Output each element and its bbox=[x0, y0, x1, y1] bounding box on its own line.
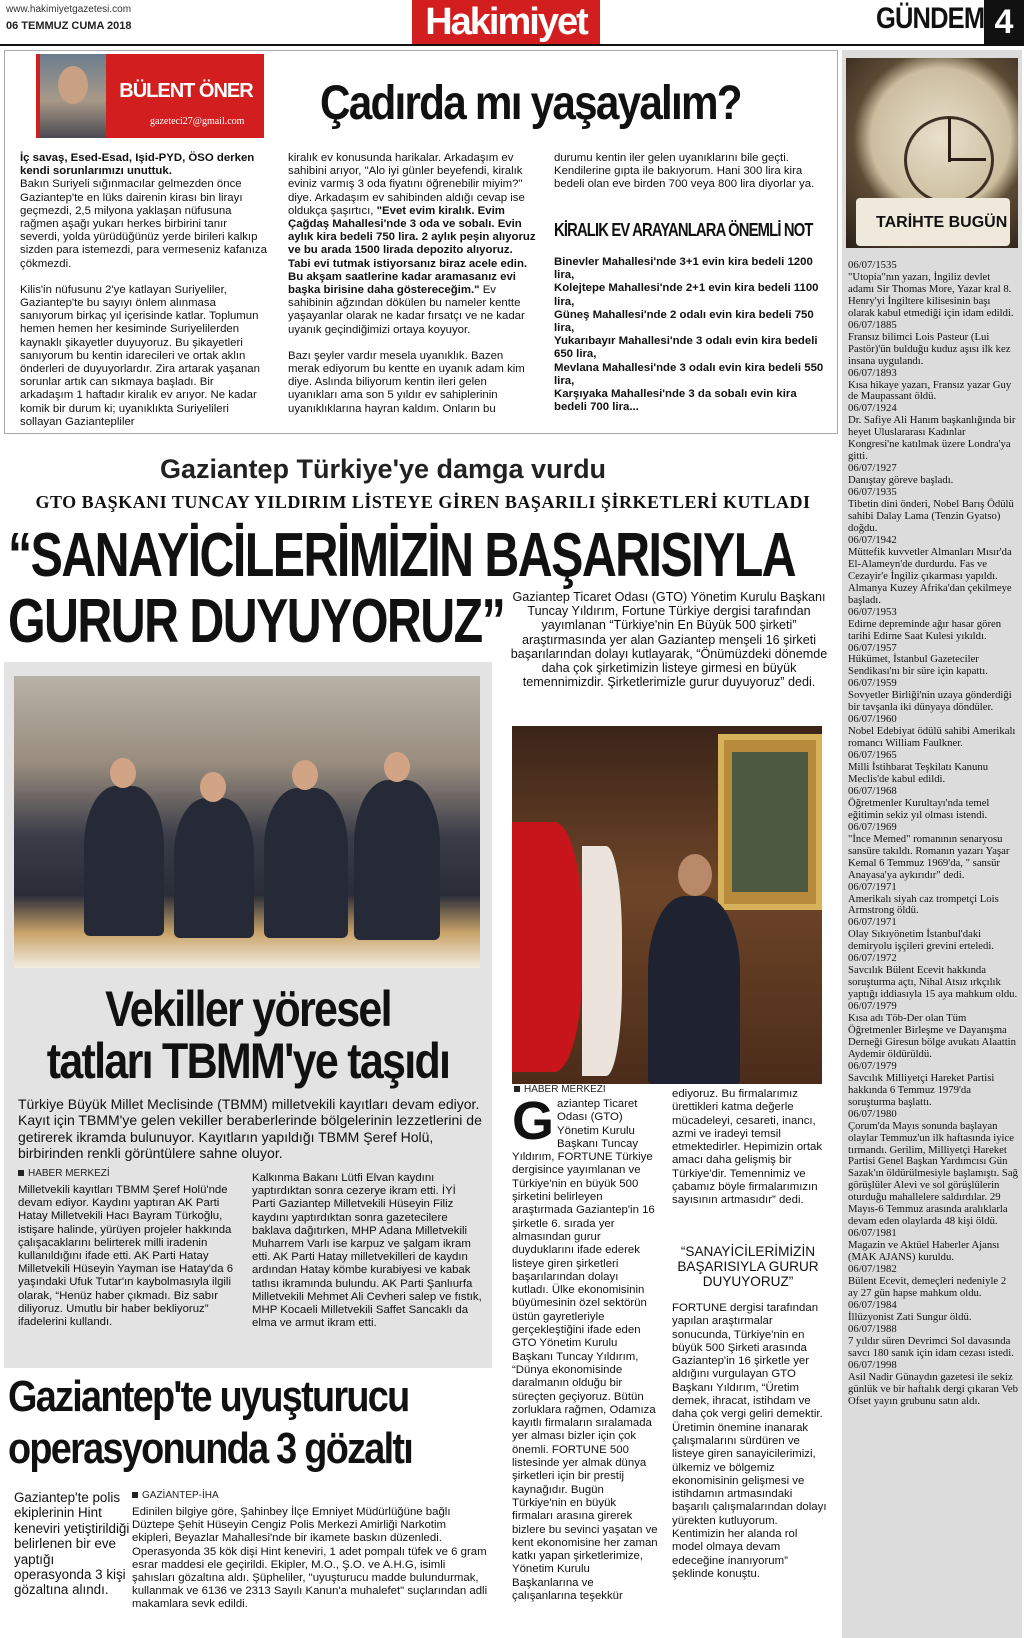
history-event: Öğretmenler Kurultayı'nda temel eğitimin sekiz yıl olması istendi. bbox=[848, 796, 990, 821]
tbmm-title-line2: tatları TBMM'ye taşıdı bbox=[46, 1033, 450, 1089]
history-date: 06/07/1979 bbox=[848, 1059, 897, 1072]
page-number: 4 bbox=[984, 0, 1024, 44]
column-text-1 bbox=[20, 152, 268, 442]
drug-lead: Gaziantep'te polis ekiplerinin Hint keneviri yetiştirildiği belirlenen bir eve yaptığı operasyonda 3 kişi gözaltına alındı. bbox=[14, 1490, 130, 1598]
history-event: Milli İstihbarat Teşkilatı Kanunu Meclis'de kabul edildi. bbox=[848, 761, 989, 785]
history-date: 06/07/1968 bbox=[848, 784, 897, 797]
gto-text-2: ediyoruz. Bu firmalarımız ürettikleri katma değerle mücadeleyi, cesareti, inancı, azmi ve iradeyi temsil etmektedirler. Hepimizin ortak amacı daha gelişmiş bir Türkiye'dir. Temennimiz ve çabamız böyle firmalarımızın sayısının artmasıdır” dedi. bbox=[672, 1088, 823, 1207]
drug-text: Edinilen bilgiye göre, Şahinbey İlçe Emniyet Müdürlüğüne bağlı Düztepe Şehit Hüseyin Cengiz Polis Merkezi Amirliği Narkotim ekipleri, Beyazlar Mahallesi'nde bir ikamete baskın düzenledi. Operasyonda 35 kök dişi Hint keneviri, 1 adet pompalı tüfek ve 6 gram esrar maddesi ele geçirildi. Ekipler, M.O., Ş.O. ve A.H.G, isimli şahısları gözaltına aldı. Şüpheliler, "uyuşturucu madde bulundurmak, kullanmak ve 6136 ve 2313 Sayılı Kanun'a muhalefet" suçlarından adli makamlara sevk edildi. bbox=[132, 1506, 488, 1611]
history-event: Amerikalı siyah caz trompetçi Lois Armstrong öldü. bbox=[848, 892, 999, 917]
history-event: Nobel Edebiyat ödülü sahibi Amerikalı romancı William Faulkner. bbox=[848, 725, 1016, 750]
column-paragraph: Bakın Suriyeli sığınmacılar gelmezden önce Gaziantep'te en lüks dairenin kirası bin lirayı geçmezdi, 2,5 milyona yaklaşan nüfusuna rağmen aşağı yukarı herkes birbirini tanır severdi, yolda yürüdüğünüz yerde birileri kalkıp sizden para istemezdi, para vermeseniz kafanıza çökmezdi. bbox=[20, 178, 267, 270]
tbmm-photo bbox=[14, 676, 480, 968]
gto-byline: HABER MERKEZİ bbox=[514, 1084, 606, 1095]
tbmm-title-line1: Vekiller yöresel bbox=[105, 981, 391, 1037]
history-date: 06/07/1981 bbox=[848, 1227, 897, 1240]
gto-kicker: GTO BAŞKANI TUNCAY YILDIRIM LİSTEYE GİREN BAŞARILI ŞİRKETLERİ KUTLADI bbox=[35, 492, 811, 512]
history-event: 7 yıldır süren Devrimci Sol davasında savcı 180 sanık için idam cezası istedi. bbox=[848, 1334, 1014, 1359]
author-email[interactable]: gazeteci27@gmail.com bbox=[150, 116, 245, 127]
history-date: 06/07/1998 bbox=[848, 1358, 897, 1371]
history-date: 06/07/1988 bbox=[848, 1322, 897, 1335]
gto-paragraph: aziantep Ticaret Odası (GTO) Yönetim Kurulu Başkanı Tuncay Yıldırım, FORTUNE Türkiye dergisince yayımlanan ve Türkiye'nin en büyük 500 şirketini belirleyen araştırmada Gaziantep'in 16 şirketle 6. sırada yer almasından gurur duyduklarını ifade ederek listeye giren şirketleri başarılarından dolayı kutladı. Ülke ekonomisinin büyümesinin özel sektörün üstün gayretleriyle gerçekleştiğini ifade eden GTO Yönetim Kurulu Başkanı Tuncay Yıldırım, “Dünya ekonomisinde daralmanın olduğu bir süreçten geçiyoruz. Bütün zorluklara rağmen, Odamıza kayıtlı firmaların sıralamada yer alması bizler için çok önemli. FORTUNE 500 listesinde yer almak dünya şirketleri için bir prestij kaynağıdır. Bugün Türkiye'nin en büyük firmaları arasına girerek bizlere bu sevinci yaşatan ve kent ekonomisine her zaman katkı yapan şirketlerimize, Yönetim Kurulu Başkanlarına ve çalışanlarına teşekkür bbox=[512, 1098, 658, 1602]
history-event: "Utopia"nın yazarı, İngiliz devlet adamı Sir Thomas More, Yazar kral 8. Henry'yi İngiltere kilisesinin başı olarak kabul etmediği için idam edildi. bbox=[848, 270, 1014, 319]
sidebar-title: TARİHTE BUGÜN bbox=[876, 214, 1008, 231]
history-date: 06/07/1979 bbox=[848, 1000, 897, 1013]
section-name: GÜNDEM bbox=[876, 2, 985, 35]
gto-text-1 bbox=[512, 1091, 658, 1603]
history-date: 06/07/1960 bbox=[848, 713, 897, 726]
history-event: Bülent Ecevit, demeçleri nedeniyle 2 ay 27 gün hapse mahkum oldu. bbox=[848, 1275, 1007, 1299]
column-text-2 bbox=[288, 152, 538, 429]
history-date: 06/07/1971 bbox=[848, 916, 897, 929]
gto-supra-head: Gaziantep Türkiye'ye damga vurdu bbox=[160, 454, 607, 484]
history-event: İllüzyonist Zati Sungur öldü. bbox=[848, 1310, 972, 1323]
column-paragraph: Kilis'in nüfusunu 2'ye katlayan Suriyeliler, Gaziantep'te bu sayıyı önlem alınmasa sanıyorum birkaç yıl içerisinde katlar. Toplumun hemen hemen her kesiminde Suriyelilerden kaynaklı şikayetler duyuyoruz. Bu şikayetleri sanıyorum bu kentin idarecileri ve ortak aklın önderleri de duyuyorlardır. Zira artarak yaşanan sorunlar artık can sıkmaya başladı. Bir arkadaşım 1 haftadır kiralık ev arıyor. Ne kadar komik bir durum ki; uyanıklıkta Suriyelileri sollayan Gaziantepliler bbox=[20, 283, 260, 428]
column-quote: "Evet evim kiralık. Evim Çağdaş Mahallesi'nde 3 oda ve sobalı. Evin aylık kira bedeli 750 lira. 2 aylık peşin alıyoruz ve bu arada 1500 lirada depozito alıyoruz. Tabi evi tutmak istiyorsanız biraz acele edin. Bu akşam saatlerine kadar aramasanız evi başka birisine daha göstereceğim." bbox=[288, 204, 536, 297]
tbmm-byline: HABER MERKEZİ bbox=[18, 1168, 110, 1179]
list-item: Karşıyaka Mahallesi'nde 3 da sobalı evin kira bedeli 700 lira... bbox=[554, 388, 797, 414]
tbmm-text-2: Kalkınma Bakanı Lütfi Elvan kaydını yaptırdıktan sonra cezerye ikram etti. İYİ Parti Gaziantep Milletvekili Hüseyin Filiz kaydını yaptırdıktan sonra gazetecilere baklava dağıtırken, MHP Adana Milletvekili Muharrem Varlı ise karpuz ve şalgam ikram etti. AK Parti Hatay milletvekilleri de kaydın ardından Hatay kömbe kurabiyesi ve kabak tatlısı ikramında bulundu. AK Parti Şanlıurfa Milletvekili Mehmet Ali Cevheri salep ve fıstık, MHP Kocaeli Milletvekili Saffet Sancaklı da elma ve armut ikram etti. bbox=[252, 1172, 482, 1330]
history-date: 06/07/1927 bbox=[848, 462, 897, 475]
history-date: 06/07/1885 bbox=[848, 318, 897, 331]
gto-pull-quote: “SANAYİCİLERİMİZİN BAŞARISIYLA GURUR DUYUYORUZ” bbox=[677, 1244, 819, 1289]
list-item: Mevlana Mahallesi'nde 3 odalı evin kira bedeli 550 lira, bbox=[554, 361, 824, 387]
history-date: 06/07/1965 bbox=[848, 749, 897, 762]
column-title: Çadırda mı yaşayalım? bbox=[320, 77, 741, 130]
history-event: Olay Sıkıyönetim İstanbul'daki demiryolu işçileri grevini erteledi. bbox=[848, 928, 995, 953]
history-date: 06/07/1959 bbox=[848, 677, 897, 690]
history-event: Magazin ve Aktüel Haberler Ajansı (MAK AJANS) kuruldu. bbox=[848, 1239, 1000, 1264]
history-event: Müttefik kuvvetler Almanları Mısır'da El-Alameyn'de durdurdu. Fas ve Cezayir'e İngiliz çıkarması yapıldı. Almanya Kuzey Afrika'dan çekilmeye başladı. bbox=[848, 545, 1012, 606]
history-date: 06/07/1942 bbox=[848, 533, 897, 546]
history-date: 06/07/1984 bbox=[848, 1298, 897, 1311]
history-date: 06/07/1535 bbox=[848, 259, 897, 271]
tbmm-text-1: Milletvekili kayıtları TBMM Şeref Holü'nde devam ediyor. Kaydını yaptıran AK Parti Hatay Milletvekili Hacı Bayram Türkoğlu, istişare halinde, yürüyen projeler hakkında çalışacaklarını belirterek milli iradenin kullanıldığını ifade etti. AK Parti Hatay Milletvekili Hüseyin Yayman ise Hatay'da 6 yaşındaki Ufuk Tutar'ın kaybolmasıyla ilgili olarak, “Henüz haber çıkmadı. Biz sabır diliyoruz. Umutlu bir haber bekliyoruz” ifadelerini kullandı. bbox=[18, 1184, 234, 1329]
gto-dropcap: G bbox=[512, 1091, 555, 1151]
history-event: Savcılık Milliyetçi Hareket Partisi hakkında 6 Temmuz 1979'da soruşturma başlattı. bbox=[848, 1071, 995, 1108]
author-photo bbox=[40, 54, 106, 138]
column-text-3 bbox=[554, 152, 824, 205]
history-date: 06/07/1980 bbox=[848, 1107, 897, 1120]
history-date: 06/07/1982 bbox=[848, 1263, 897, 1276]
newspaper-logo: Hakimiyet bbox=[412, 0, 600, 44]
author-name: BÜLENT ÖNER bbox=[119, 80, 253, 102]
column-paragraph: durumu kentin iler gelen uyanıklarını bile geçti. Kendilerine gıpta ile bakıyorum. Hani 300 lira kira bedeli olan eve birden 700 veya 800 lira diyorlar ya. bbox=[554, 152, 815, 191]
history-event: Edirne depreminde ağır hasar gören tarihi Edirne Saat Kulesi yıkıldı. bbox=[848, 617, 1002, 642]
header-rule bbox=[0, 44, 1024, 46]
column-intro: İç savaş, Esed-Esad, Işid-PYD, ÖSO derken kendi sorunlarımızı unuttuk. bbox=[20, 152, 255, 178]
drug-title-line1: Gaziantep'te uyuşturucu bbox=[8, 1372, 409, 1421]
history-date: 06/07/1972 bbox=[848, 952, 897, 965]
column-paragraph: Ev sahibinin ağzından dökülen bu nameler kentte yaşayanlar olarak ne kadar fırsatçı ve ne kadar uyanık geçindiğimizi ortaya koyuyor. bbox=[288, 284, 525, 336]
gto-headline-line1: “SANAYİCİLERİMİZİN BAŞARISIYLA bbox=[8, 521, 796, 590]
history-event: Danıştay göreve başladı. bbox=[848, 474, 954, 487]
history-event: Savcılık Bülent Ecevit hakkında soruşturma açtı, Nihal Atsız ırkçılık yaptığı iddiasıyla 15 aya mahkum oldu. bbox=[848, 964, 1018, 1001]
history-date: 06/07/1935 bbox=[848, 486, 897, 499]
history-list bbox=[848, 260, 1018, 1408]
history-event: Dr. Safiye Ali Hanım başkanlığında bir heyet Uluslararası Kadınlar Kongresi'ne katılmak üzere Londra'ya gitti. bbox=[848, 414, 1016, 463]
list-item: Yukarıbayır Mahallesi'nde 3 odalı evin kira bedeli 650 lira, bbox=[554, 335, 818, 361]
site-url[interactable]: www.hakimiyetgazetesi.com bbox=[6, 4, 132, 15]
history-event: Asil Nadir Günaydın gazetesi ile sekiz günlük ve bir haftalık dergi çıkaran Veb Ofset yayın grubunu satın aldı. bbox=[848, 1370, 1018, 1407]
history-event: Kısa hikaye yazarı, Fransız yazar Guy de Maupassant öldü. bbox=[848, 378, 1012, 403]
history-event: Fransız bilimci Lois Pasteur (Lui Pastör)'ün bulduğu kuduz aşısı ilk kez insana uygulandı. bbox=[848, 330, 1011, 367]
history-date: 06/07/1957 bbox=[848, 641, 897, 654]
gto-lead: Gaziantep Ticaret Odası (GTO) Yönetim Kurulu Başkanı Tuncay Yıldırım, Fortune Türkiye dergisi tarafından yayımlanan “Türkiye'nin En Büyük 500 şirketi” araştırmasında yer alan Gaziantep menşeli 16 şirketi başarılarından dolayı kutlayarak, “Önümüzdeki dönemde daha çok şirketimizin listeye girmesi en büyük temennimizdir. Şirketlerimizle gurur duyuyoruz” dedi. bbox=[510, 590, 828, 690]
drug-title-line2: operasyonunda 3 gözaltı bbox=[8, 1424, 413, 1473]
list-item: Binevler Mahallesi'nde 3+1 evin kira bedeli 1200 lira, bbox=[554, 256, 813, 282]
column-paragraph: kiralık ev konusunda harikalar. Arkadaşım ev sahibini arıyor, "Alo iyi günler beyefendi, kiralık eviniz varmış 3 oda fiyatını öğrenebilir miyim?" diye. Arkadaşım ev sahibinden aldığı cevap ise oldukça şaşırtıcı, bbox=[288, 152, 525, 217]
history-event: Çorum'da Mayıs sonunda başlayan olaylar Temmuz'un ilk haftasında iyice tırmandı. Gerilim, Milliyetçi Hareket Partisi Genel Başkan Yardımcısı Gün Sazak'ın öldürülmesiyle başlamıştı. Sağ görüşlüler Alevi ve sol görüşlülerin oturduğu mahallelere saldırdılar. 29 Mayıs-6 Temmuz arasında aralıklarla devam eden olaylarda 48 kişi öldü. bbox=[848, 1119, 1018, 1228]
column-paragraph: Bazı şeyler vardır mesela uyanıklık. Bazen merak ediyorum bu kentte en uyanık adam kim diye. Aslında biliyorum kentin ileri gelen uyanıkları ama son 5 yıldır ev sahiplerinin uyanıklıklarına hayran kaldım. Onların bu bbox=[288, 349, 525, 415]
gto-text-3: FORTUNE dergisi tarafından yapılan araştırmalar sonucunda, Türkiye'nin en büyük 500 Şirketi arasında Gaziantep'in 16 şirketle yer aldığını vurgulayan GTO Başkanı Yıldırım, “Üretim demek, ihracat, istihdam ve daha çok vergi geliri demektir. Üretimin önemine inanarak çalışmalarını sürdüren ve listeye giren sanayicilerimizi, ülkemiz ve bölgemiz ekonomisinin gelişmesi ve istihdamın artmasındaki başarılı çalışmalarından dolayı yürekten kutluyorum. Kentimizin her alanda rol model olmaya devam edeceğine inanıyorum” şeklinde konuştu. bbox=[672, 1302, 827, 1580]
history-date: 06/07/1971 bbox=[848, 880, 897, 893]
drug-byline: GAZİANTEP-İHA bbox=[132, 1490, 219, 1501]
list-item: Güneş Mahallesi'nde 2 odalı evin kira bedeli 750 lira, bbox=[554, 308, 814, 335]
rent-list bbox=[554, 256, 824, 414]
history-event: Sovyetler Birliği'nin uzaya gönderdiği bir tavşanla iki dünyaya döndüler. bbox=[848, 689, 1012, 714]
list-item: Kolejtepe Mahallesi'nde 2+1 evin kira bedeli 1100 lira, bbox=[554, 282, 819, 308]
history-event: Tibetin dini önderi, Nobel Barış Ödülü sahibi Dalay Lama (Tenzin Gyatso) doğdu. bbox=[848, 498, 1014, 534]
tbmm-lead: Türkiye Büyük Millet Meclisinde (TBMM) milletvekili kayıtları devam ediyor. Kayıt için TBMM'ye gelen vekiller beraberlerinde bölgelerinin lezzetlerini de getirerek ikramda bulunuyor. Kayıtların yapıldığı TBMM Şeref Holü, birbirinden renkli görüntülere sahne oluyor. bbox=[18, 1096, 482, 1162]
history-date: 06/07/1924 bbox=[848, 402, 897, 415]
issue-date: 06 TEMMUZ CUMA 2018 bbox=[6, 20, 132, 32]
gto-photo bbox=[512, 726, 822, 1084]
gto-headline-line2: GURUR DUYUYORUZ” bbox=[8, 587, 505, 656]
column-subhead: KİRALIK EV ARAYANLARA ÖNEMLİ NOT bbox=[554, 220, 813, 240]
history-date: 06/07/1893 bbox=[848, 366, 897, 379]
history-event: "İnce Memed" romanının senaryosu sansüre takıldı. Romanın yazarı Yaşar Kemal 6 Temmuz 1969'da, " sansür Anayasa'ya aykırıdır" dedi. bbox=[848, 832, 1010, 881]
history-date: 06/07/1969 bbox=[848, 820, 897, 833]
history-date: 06/07/1953 bbox=[848, 605, 897, 618]
history-event: Kısa adı Töb-Der olan Tüm Öğretmenler Birleşme ve Dayanışma Derneği Giresun bölge avukatı Alaattin Aydemir öldürüldü. bbox=[848, 1012, 1016, 1060]
history-event: Hükümet, İstanbul Gazeteciler Sendikası'nı bir süre için kapattı. bbox=[848, 653, 988, 678]
